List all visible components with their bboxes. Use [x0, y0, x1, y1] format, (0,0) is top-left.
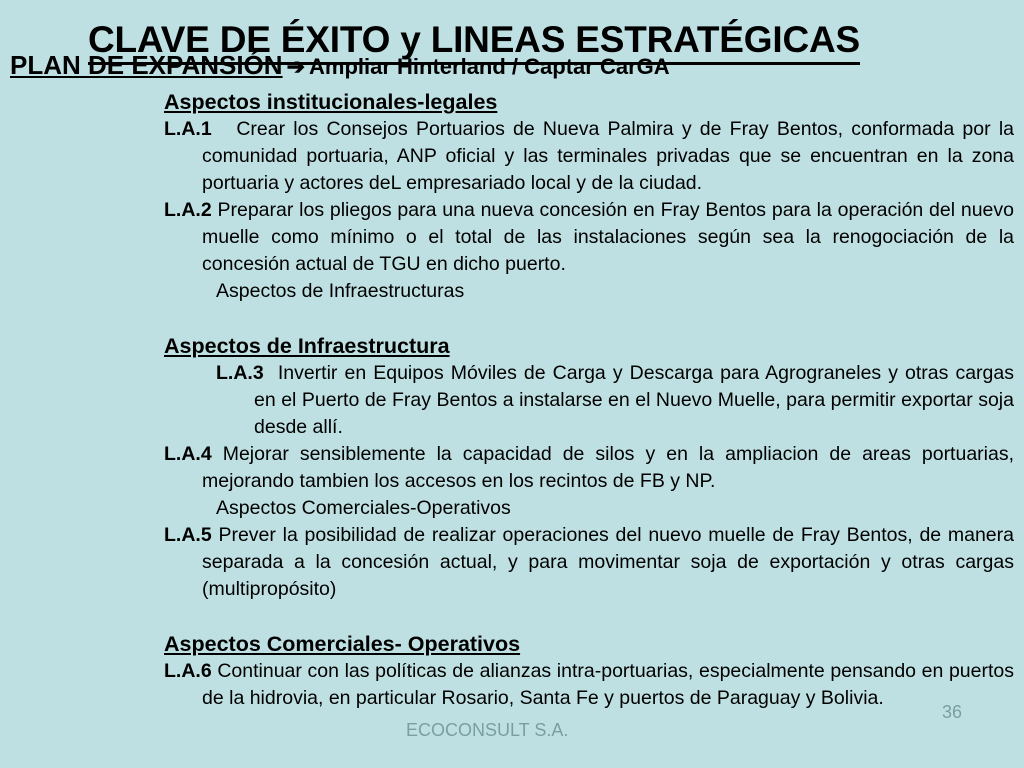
plan-goal: Ampliar Hinterland / Captar CarGA	[309, 54, 670, 79]
subheading-infraestructuras: Aspectos de Infraestructuras	[216, 280, 465, 302]
spacer	[164, 603, 1014, 630]
spacer	[164, 305, 1014, 332]
list-item-la4	[164, 441, 1014, 495]
slide-title: CLAVE DE ÉXITO y LINEAS ESTRATÉGICAS	[88, 18, 860, 65]
list-item-la1	[164, 116, 1014, 197]
slide-body	[164, 88, 1014, 712]
item-text: Continuar con las políticas de alianzas intra-portuarias, especialmente pensando en puertos de la hidrovia, en particular Rosario, Santa Fe y puertos de Paraguay y Bolivia.	[202, 660, 1015, 709]
item-text: Crear los Consejos Portuarios de Nueva Palmira y de Fray Bentos, conformada por la comunidad portuaria, ANP oficial y las terminales privadas que se encuentran en la zona portuaria y actores deL empresariado local y de la ciudad.	[202, 118, 1014, 194]
item-code: L.A.1	[164, 118, 212, 140]
list-item-la5	[164, 522, 1014, 603]
item-text: Mejorar sensiblemente la capacidad de silos y en la ampliacion de areas portuarias, mejorando tambien los accesos en los recintos de FB y NP.	[202, 443, 1015, 492]
item-code: L.A.6	[164, 660, 212, 682]
subheading-comerciales: Aspectos Comerciales-Operativos	[216, 497, 511, 519]
item-code: L.A.4	[164, 443, 212, 465]
item-text: Prever la posibilidad de realizar operaciones del nuevo muelle de Fray Bentos, de manera separada a la concesión actual, y para movimentar soja de exportación y otras cargas (multipropósito)	[202, 524, 1014, 600]
item-text: Invertir en Equipos Móviles de Carga y Descarga para Agrograneles y otras cargas en el Puerto de Fray Bentos a instalarse en el Nuevo Muelle, para permitir exportar soja desde allí.	[254, 362, 1014, 438]
section-heading-comerciales: Aspectos Comerciales- Operativos	[164, 632, 521, 656]
list-item-la6	[164, 658, 1014, 712]
plan-label: PLAN DE EXPANSIÓN	[10, 50, 283, 80]
page-number: 36	[942, 702, 963, 722]
section-heading-infraestructura: Aspectos de Infraestructura	[164, 334, 450, 358]
item-code: L.A.5	[164, 524, 212, 546]
arrow-icon: ➔	[286, 54, 305, 79]
item-code: L.A.3	[216, 362, 264, 384]
item-text: Preparar los pliegos para una nueva concesión en Fray Bentos para la operación del nuevo muelle como mínimo o el total de las instalaciones según sea la renogociación de la concesión actual de TGU en dicho puerto.	[202, 199, 1015, 275]
list-item-la3	[216, 360, 1014, 441]
list-item-la2	[164, 197, 1014, 278]
slide-subtitle	[10, 50, 670, 81]
section-heading-institucionales: Aspectos institucionales-legales	[164, 90, 498, 114]
item-code: L.A.2	[164, 199, 212, 221]
footer-company: ECOCONSULT S.A.	[406, 720, 569, 740]
